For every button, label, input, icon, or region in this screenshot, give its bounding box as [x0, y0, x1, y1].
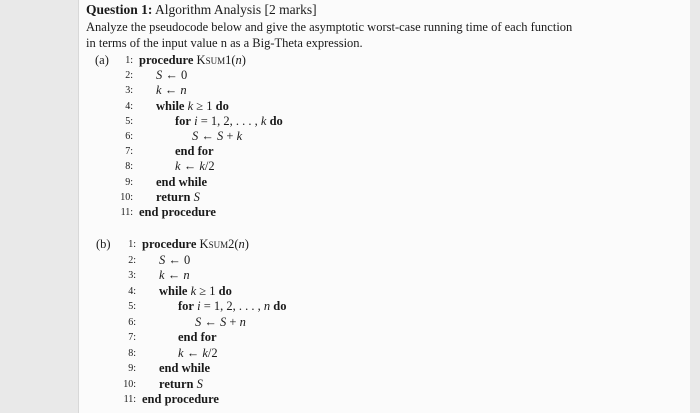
code-line: k ← k/2 [175, 159, 215, 174]
line-number: 7: [128, 332, 136, 343]
line-number: 4: [125, 100, 133, 112]
line-number: 2: [125, 70, 133, 82]
line-number: 10: [120, 191, 133, 203]
question-title [86, 2, 317, 18]
code-line: S ← 0 [156, 68, 188, 83]
line-number: 5: [125, 115, 133, 127]
line-number: 11: [120, 207, 133, 218]
code-line: end procedure [139, 205, 216, 219]
line-number: 2: [128, 254, 136, 266]
question-intro [86, 19, 646, 51]
code-line: return S [156, 189, 200, 204]
intro-line-1: Analyze the pseudocode below and give the asymptotic worst-case running time of each function [86, 20, 573, 34]
code-line: k ← k/2 [178, 345, 218, 360]
code-line: while k ≥ 1 do [159, 283, 232, 298]
code-line: procedure Ksum2(n) [142, 237, 249, 251]
code-line: S ← S + k [192, 129, 243, 143]
code-line: k ← n [156, 83, 187, 98]
code-line: S ← 0 [159, 252, 191, 267]
line-number: 11: [123, 394, 136, 405]
intro-line-2: in terms of the input value n as a Big-Theta expression. [86, 36, 363, 50]
code-line: for i = 1, 2, . . . , n do [178, 299, 287, 313]
line-number: 3: [125, 85, 133, 97]
line-number: 8: [128, 347, 136, 359]
line-number: 3: [128, 270, 136, 281]
line-number: 1: [125, 55, 133, 66]
question-number: Question 1: [86, 2, 153, 17]
line-number: 4: [128, 285, 136, 297]
code-line: end while [156, 174, 208, 189]
line-number: 6: [125, 131, 133, 142]
line-number: 9: [125, 176, 133, 188]
line-number: 7: [125, 146, 133, 158]
line-number: 8: [125, 161, 133, 173]
code-line: end for [175, 144, 214, 159]
code-line: k ← n [159, 268, 190, 282]
code-line: return S [159, 376, 203, 391]
code-line: end for [178, 330, 217, 344]
code-line: end while [159, 361, 211, 375]
part-b-label: (b) [96, 237, 111, 251]
code-line: while k ≥ 1 do [156, 98, 229, 113]
line-number: 5: [128, 301, 136, 312]
part-a-label: (a) [95, 53, 109, 67]
line-number: 10: [123, 378, 136, 390]
code-line: end procedure [142, 392, 219, 406]
code-line: procedure Ksum1(n) [139, 53, 246, 67]
line-number: 6: [128, 316, 136, 328]
line-number: 1: [128, 239, 136, 250]
line-number: 9: [128, 363, 136, 374]
code-line: S ← S + n [195, 314, 246, 329]
question-heading: Algorithm Analysis [2 marks] [155, 2, 317, 17]
code-line: for i = 1, 2, . . . , k do [175, 113, 283, 128]
